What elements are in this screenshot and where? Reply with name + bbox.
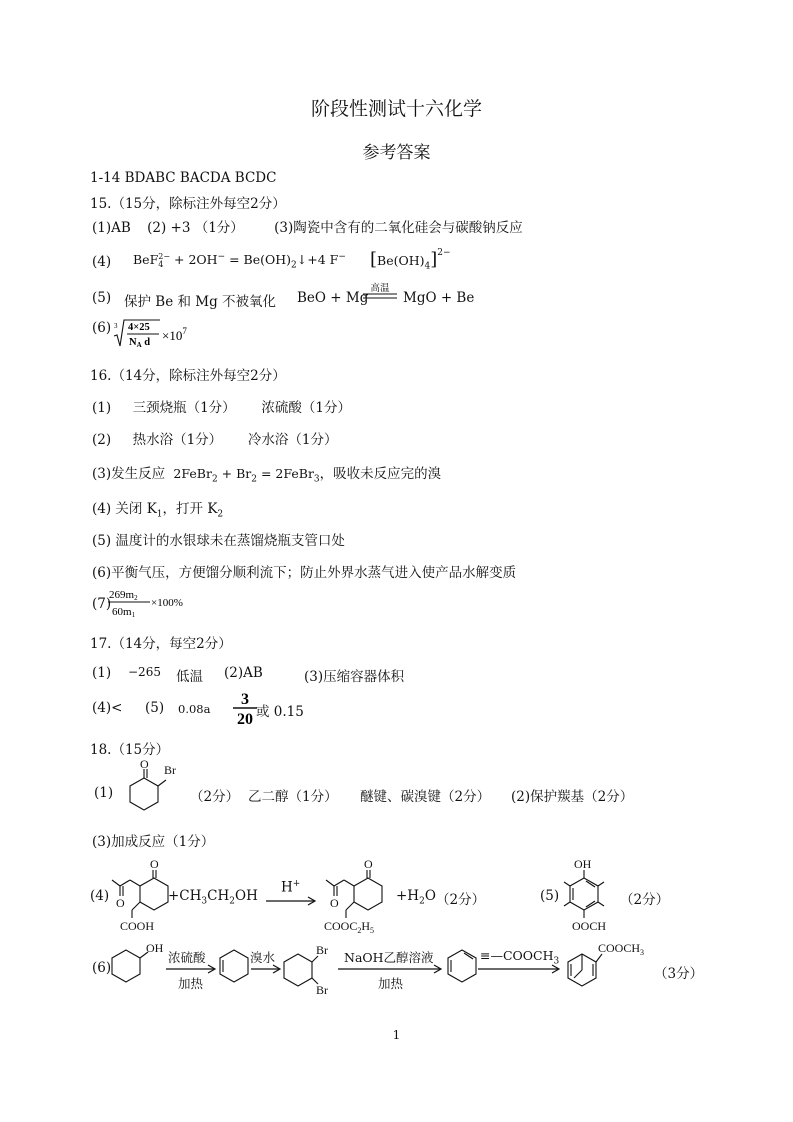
q15-4-complex: $[Be(OH)_4]^{2-}$ — [370, 248, 451, 272]
q15-5-condition: 高温 — [370, 283, 390, 294]
q17-1-value: −265 — [128, 665, 161, 679]
ester-part: COOCH — [598, 941, 641, 955]
molecule-cyclohexanol — [102, 940, 166, 984]
fraction-num: 269m — [109, 589, 135, 601]
q15-2-value: +3 — [170, 220, 191, 236]
eq-part: + 2OH — [170, 252, 218, 268]
byproduct-part: +H — [396, 888, 420, 904]
group-cooch3 — [598, 941, 644, 957]
q17-5-alt: 或 0.15 — [256, 704, 304, 720]
q18-4-label: (4) — [90, 888, 110, 904]
molecule-dibromocyclohexane — [280, 940, 340, 996]
q15-6-label: (6) — [92, 320, 112, 336]
q17-3: (3)压缩容器体积 — [304, 669, 405, 685]
eq-part: + Br — [217, 466, 252, 481]
q17-5-label: (5) — [145, 700, 165, 716]
molecule-cyclohexene — [216, 944, 252, 984]
eq-part: 2FeBr — [173, 466, 212, 481]
q16-6: (6)平衡气压，方便馏分顺利流下；防止外界水蒸气进入使产品水解变质 — [92, 565, 517, 581]
svg-text:60m1 — [112, 606, 136, 619]
reagent-part: CH — [207, 888, 230, 904]
q17-2: (2)AB — [224, 665, 263, 681]
eq-sub: 2 — [211, 474, 218, 485]
eq-sub: 2 — [291, 260, 297, 271]
q15-4-label: (4) — [92, 254, 112, 270]
q16-7-formula — [106, 584, 206, 620]
q18-6-score: （3分） — [654, 966, 704, 982]
q15-5-label: (5) — [92, 290, 112, 306]
svg-text:×107 — [162, 326, 187, 343]
q16-header: 16.（14分，除标注外每空2分） — [90, 368, 286, 384]
q17-4: (4)< — [92, 700, 123, 716]
q15-5-answer-a: 保护 Be 和 Mg 不被氧化 — [124, 294, 277, 310]
eq-sup: − — [338, 252, 346, 262]
reagent-part: OH — [235, 888, 258, 904]
fraction-num-sub: 2 — [134, 594, 138, 602]
reaction-arrow — [478, 964, 562, 974]
svg-text:269m2 — [109, 589, 138, 602]
step3-condition: 加热 — [378, 976, 404, 991]
q16-3-prefix: (3)发生反应 — [92, 466, 166, 482]
q17-1-answer: 低温 — [176, 669, 203, 685]
atom-oh: OH — [574, 857, 592, 871]
group-cooh: COOH — [120, 919, 155, 933]
q15-header: 15.（15分，除标注外每空2分） — [90, 196, 286, 212]
molecule-keto-acid — [104, 852, 176, 934]
q18-1-c: 醚键、碳溴键（2分） — [360, 789, 491, 805]
percent-tail: ×100% — [151, 597, 183, 609]
eq-sup: − — [217, 252, 226, 262]
q15-2-label: (2) — [147, 220, 167, 236]
molecule-bicyclic-product — [560, 940, 660, 988]
ester-sub: 2 — [357, 926, 362, 934]
q16-7-label: (7) — [92, 596, 112, 612]
atom-o: O — [140, 758, 149, 771]
q18-1-b: 乙二醇（1分） — [248, 789, 338, 805]
q15-6-formula — [112, 316, 202, 352]
group-ester — [324, 919, 374, 934]
step1-condition: 加热 — [178, 976, 204, 991]
ester-sub: 3 — [640, 948, 645, 957]
q15-5-equation-right: MgO + Be — [403, 290, 475, 306]
equals-arrow — [362, 292, 398, 300]
q18-1-label: (1) — [94, 785, 114, 801]
q18-1-score: （2分） — [190, 789, 240, 805]
q18-header: 18.（15分） — [90, 742, 170, 758]
q18-5-label: (5) — [540, 888, 560, 904]
q16-4-a: (4) 关闭 K — [92, 501, 157, 517]
svg-text:NA d — [129, 337, 150, 349]
atom-o: O — [330, 896, 339, 910]
eq-sup: + — [292, 879, 301, 889]
eq-sub: 2 — [229, 896, 235, 907]
ester-part: H — [361, 919, 371, 933]
fraction-num: 3 — [241, 691, 249, 708]
step2-reagent: 溴水 — [250, 950, 276, 965]
eq-part: BeF — [133, 252, 159, 268]
q16-3 — [92, 462, 441, 485]
eq-sub: 4 — [424, 261, 431, 272]
page-title: 阶段性测试十六化学 — [310, 98, 482, 120]
q16-3-suffix: ，吸收未反应完的溴 — [319, 466, 442, 482]
q15-line1 — [92, 216, 523, 236]
eq-sup: 2− — [158, 251, 171, 261]
q18-4-byproduct — [396, 888, 436, 907]
root-index: 3 — [114, 322, 118, 330]
q18-2: (2)保护羰基（2分） — [511, 789, 634, 805]
fraction-den-sub: 1 — [131, 611, 136, 619]
molecule-keto-ester — [318, 852, 400, 934]
q15-1: (1)AB — [92, 220, 131, 236]
molecule-cyclohexadiene — [444, 944, 480, 984]
q15-3: (3)陶瓷中含有的二氧化硅会与碳酸钠反应 — [274, 220, 523, 236]
fraction-den: N — [129, 337, 137, 348]
eq-sub: 4 — [158, 259, 164, 269]
step3-reagent: NaOH乙醇溶液 — [344, 950, 434, 965]
atom-o: O — [150, 857, 159, 871]
reaction-arrow — [338, 964, 444, 974]
eq-sub: 2 — [217, 509, 224, 520]
ester-part: COOC — [324, 919, 358, 933]
fraction-den-sub: A — [136, 341, 142, 349]
atom-br: Br — [316, 943, 328, 957]
atom-br: Br — [164, 763, 176, 777]
molecule-phenol-formate — [560, 852, 620, 936]
fraction-den-b: d — [141, 337, 151, 348]
q17-header: 17.（14分，每空2分） — [90, 636, 232, 652]
eq-sub: 3 — [201, 896, 208, 907]
fraction-den: 60m — [112, 606, 132, 618]
q18-5-score: （2分） — [620, 892, 670, 908]
eq-sub: 1 — [156, 509, 163, 520]
catalyst-label — [281, 879, 300, 896]
atom-o: O — [364, 857, 373, 871]
q16-4-b: ，打开 K — [162, 501, 218, 517]
q16-5: (5) 温度计的水银球未在蒸馏烧瓶支管口处 — [92, 533, 345, 549]
page-number: 1 — [392, 1028, 401, 1042]
reaction-arrow — [266, 896, 318, 906]
q16-2: (2) 热水浴（1分） 冷水浴（1分） — [92, 432, 338, 448]
q15-4-equation — [133, 252, 346, 271]
complex-ion: Be(OH) — [377, 253, 425, 268]
q16-4 — [92, 497, 223, 520]
q18-6-label: (6) — [92, 960, 112, 976]
catalyst: H — [281, 879, 293, 896]
eq-part: = Be(OH) — [225, 252, 292, 268]
eq-part: ↓+4 F — [296, 252, 339, 268]
q18-3: (3)加成反应（1分） — [92, 834, 215, 850]
atom-br: Br — [316, 983, 328, 996]
q15-5-equation-left: BeO + Mg — [297, 290, 369, 306]
q17-1-label: (1) — [92, 665, 112, 681]
q17-5-value: 0.08a — [178, 702, 211, 716]
page-subtitle: 参考答案 — [362, 143, 431, 163]
eq-part: = 2FeBr — [257, 466, 314, 481]
eq-sub: 2 — [419, 896, 425, 907]
mult-ten: ×10 — [162, 328, 183, 343]
q16-1: (1) 三颈烧瓶（1分） 浓硫酸（1分） — [92, 400, 352, 416]
ester-sub: 5 — [370, 926, 375, 934]
q18-4-score: （2分） — [436, 892, 486, 908]
fraction-num: 4×25 — [128, 322, 150, 333]
molecule-bromocyclohexanone — [118, 758, 188, 818]
atom-oh: OH — [146, 941, 164, 955]
atom-o: O — [116, 896, 125, 910]
eq-sub: 2 — [251, 474, 257, 485]
reaction-arrow — [251, 964, 283, 974]
eq-sup: 2− — [437, 248, 451, 258]
q16-3-equation — [173, 466, 320, 485]
mc-answers: 1-14 BDABC BACDA BCDC — [90, 170, 277, 186]
byproduct-part: O — [424, 888, 436, 904]
eq-sub: 3 — [313, 474, 320, 485]
reaction-arrow — [166, 964, 218, 974]
step1-reagent: 浓硫酸 — [168, 950, 206, 965]
fraction-den: 20 — [237, 711, 253, 728]
group-ooch: OOCH — [572, 919, 607, 933]
exponent: 7 — [182, 326, 187, 336]
eq-sub: 3 — [553, 956, 560, 967]
reagent-part: +CH — [168, 888, 202, 904]
reagent-alkyne: ≡—COOCH — [480, 948, 554, 963]
q15-2-note: （1分） — [194, 220, 244, 236]
q18-4-reagent — [168, 888, 258, 907]
